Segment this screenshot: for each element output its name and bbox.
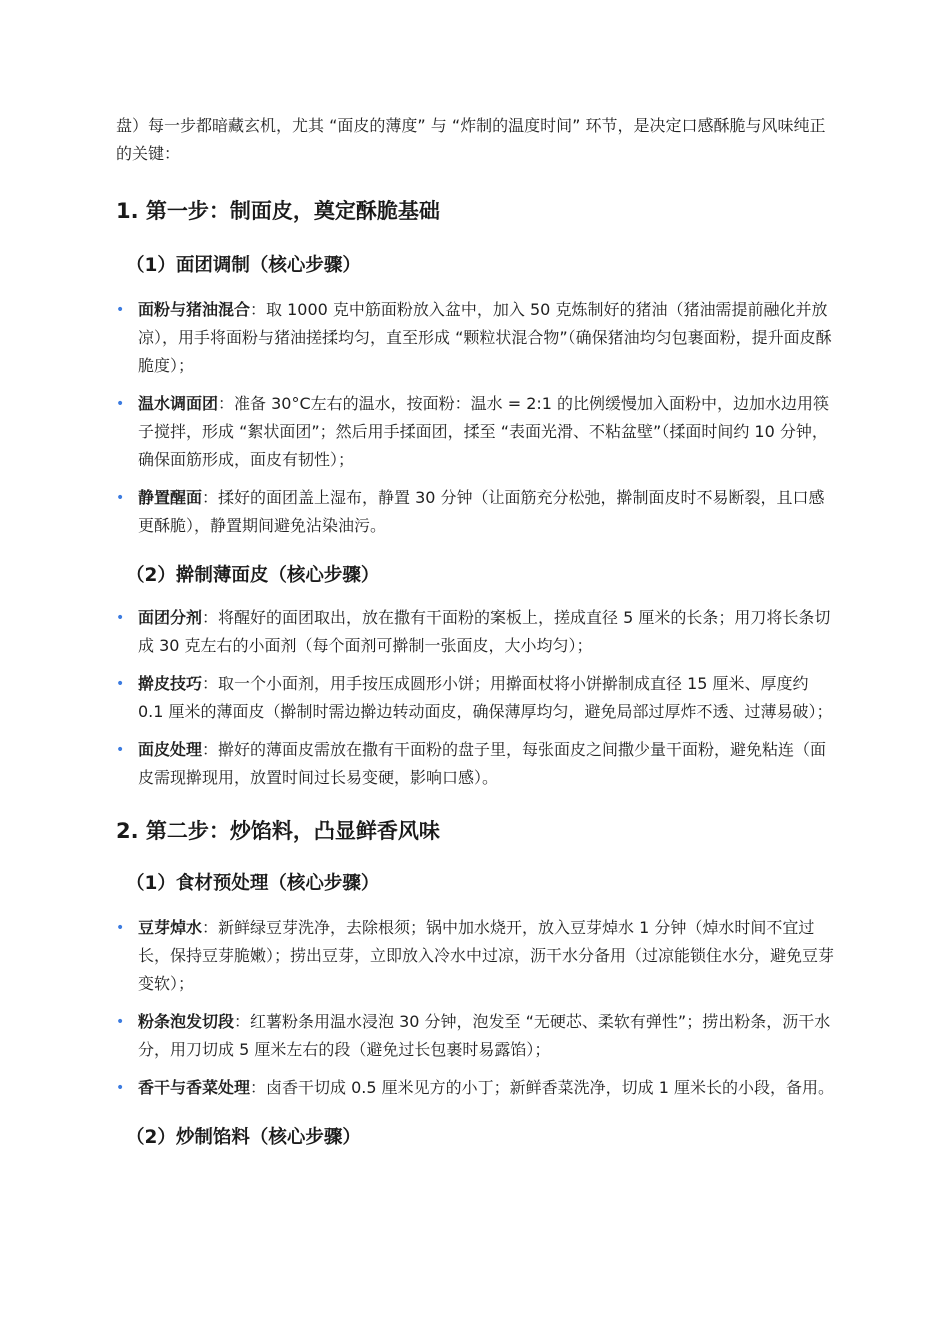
item-text: ：卤香干切成 0.5 厘米见方的小丁；新鲜香菜洗净，切成 1 厘米长的小段，备用。 (250, 1078, 834, 1097)
subsection-1-2-heading: （2）擀制薄面皮（核心步骤） (126, 565, 380, 586)
subsection-2-2-heading: （2）炒制馅料（核心步骤） (126, 1127, 361, 1148)
section-1-heading: 1. 第一步：制面皮，奠定酥脆基础 (116, 199, 440, 223)
list-item (116, 296, 834, 380)
item-text: ：准备 30°C左右的温水，按面粉：温水 = 2:1 的比例缓慢加入面粉中，边加水边用筷子搅拌，形成 “絮状面团”；然后用手揉面团，揉至 “表面光滑、不粘盆壁”（揉面时间约 10 分钟，确保面筋形成，面皮有韧性）； (138, 394, 830, 469)
item-text: ：将醒好的面团取出，放在撒有干面粉的案板上，搓成直径 5 厘米的长条；用刀将长条切成 30 克左右的小面剂（每个面剂可擀制一张面皮，大小均匀）； (138, 608, 831, 655)
list-item (116, 736, 834, 792)
item-key: 面皮处理 (138, 740, 203, 759)
item-text: ：新鲜绿豆芽洗净，去除根须；锅中加水烧开，放入豆芽焯水 1 分钟（焯水时间不宜过长，保持豆芽脆嫩）；捞出豆芽，立即放入冷水中过凉，沥干水分备用（过凉能锁住水分，避免豆芽变软）； (138, 918, 835, 993)
bullet-icon: • (116, 920, 125, 936)
bullet-icon: • (116, 490, 125, 506)
item-key: 擀皮技巧 (138, 674, 203, 693)
subsection-2-1-list (116, 914, 834, 1102)
list-item (116, 670, 834, 726)
subsection-1-1-list (116, 296, 834, 540)
subsection-1-2-list (116, 604, 834, 792)
item-key: 静置醒面 (138, 488, 203, 507)
list-item (116, 914, 834, 998)
list-item (116, 604, 834, 660)
intro-paragraph: 盘）每一步都暗藏玄机，尤其 “面皮的薄度” 与 “炸制的温度时间” 环节，是决定口感酥脆与风味纯正的关键： (116, 116, 826, 163)
item-key: 香干与香菜处理 (138, 1078, 251, 1097)
item-text: ：擀好的薄面皮需放在撒有干面粉的盘子里，每张面皮之间撒少量干面粉，避免粘连（面皮需现擀现用，放置时间过长易变硬，影响口感）。 (138, 740, 827, 787)
bullet-icon: • (116, 396, 125, 412)
subsection-1-1-heading: （1）面团调制（核心步骤） (126, 255, 361, 276)
section-2-heading: 2. 第二步：炒馅料，凸显鲜香风味 (116, 819, 440, 843)
item-key: 粉条泡发切段 (138, 1012, 235, 1031)
item-text: ：取一个小面剂，用手按压成圆形小饼；用擀面杖将小饼擀制成直径 15 厘米、厚度约 0.1 厘米的薄面皮（擀制时需边擀边转动面皮，确保薄厚均匀，避免局部过厚炸不透、过薄易破）； (138, 674, 833, 721)
bullet-icon: • (116, 1014, 125, 1030)
item-key: 面粉与猪油混合 (138, 300, 251, 319)
list-item (116, 1008, 834, 1064)
item-text: ：取 1000 克中筋面粉放入盆中，加入 50 克炼制好的猪油（猪油需提前融化并放凉），用手将面粉与猪油搓揉均匀，直至形成 “颗粒状混合物”（确保猪油均匀包裹面粉，提升面皮酥脆度）； (138, 300, 832, 375)
item-text: ：揉好的面团盖上湿布，静置 30 分钟（让面筋充分松弛，擀制面皮时不易断裂，且口感更酥脆），静置期间避免沾染油污。 (138, 488, 825, 535)
bullet-icon: • (116, 742, 125, 758)
item-key: 温水调面团 (138, 394, 219, 413)
item-key: 面团分剂 (138, 608, 203, 627)
bullet-icon: • (116, 1080, 125, 1096)
subsection-2-1-heading: （1）食材预处理（核心步骤） (126, 873, 380, 894)
list-item (116, 484, 834, 540)
bullet-icon: • (116, 302, 125, 318)
list-item (116, 1074, 834, 1102)
item-key: 豆芽焯水 (138, 918, 203, 937)
list-item (116, 390, 834, 474)
bullet-icon: • (116, 676, 125, 692)
item-text: ：红薯粉条用温水浸泡 30 分钟，泡发至 “无硬芯、柔软有弹性”；捞出粉条，沥干水分，用刀切成 5 厘米左右的段（避免过长包裹时易露馅）； (138, 1012, 831, 1059)
bullet-icon: • (116, 610, 125, 626)
